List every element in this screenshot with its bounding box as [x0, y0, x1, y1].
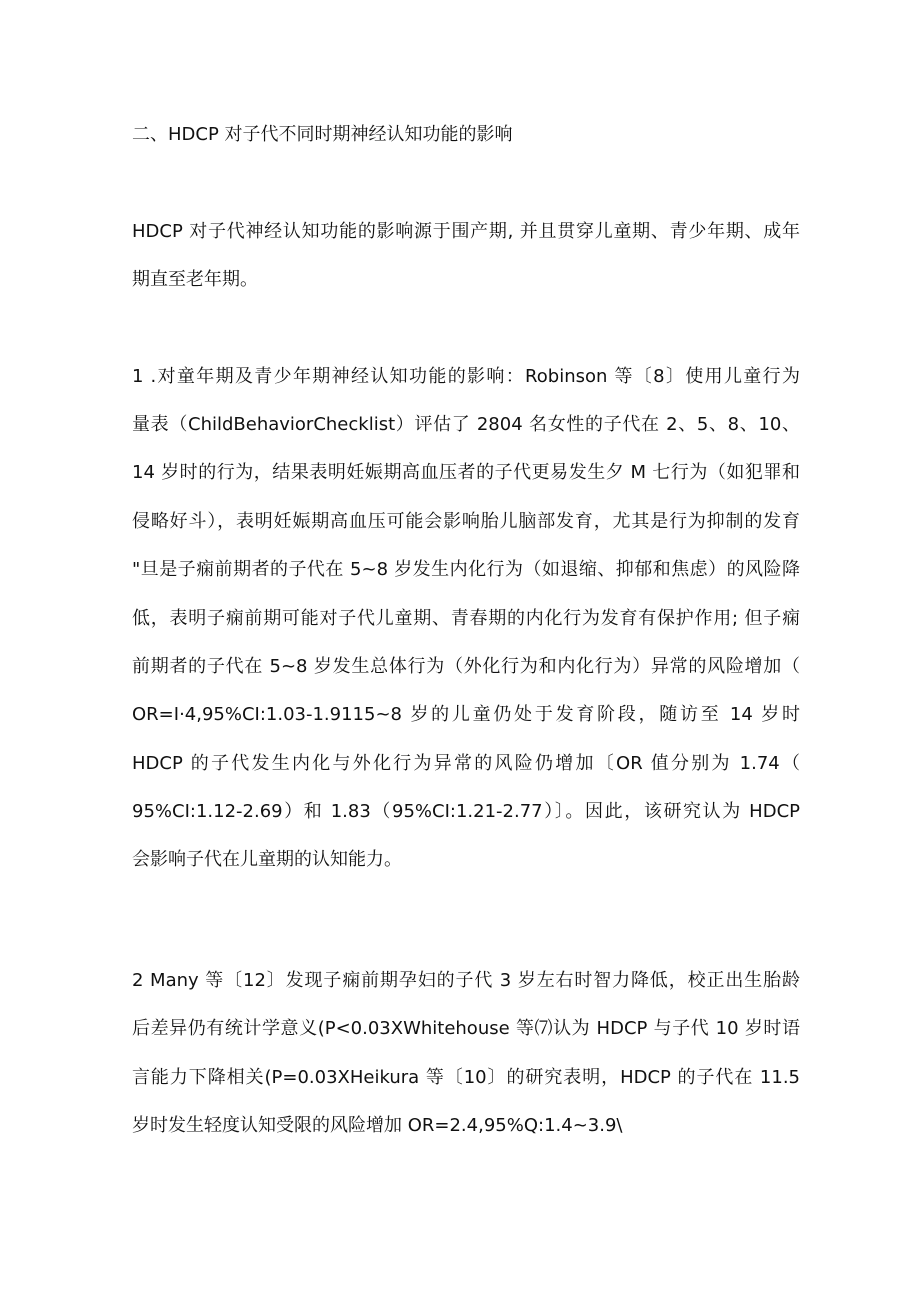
- section-1-line-11: 会影响子代在儿童期的认知能力。: [132, 849, 402, 870]
- section-1-line-4: 侵略好斗），表明妊娠期高血压可能会影响胎儿脑部发育，尤其是行为抑制的发育: [132, 511, 800, 532]
- section-1-line-5: "旦是子痫前期者的子代在 5~8 岁发生内化行为（如退缩、抑郁和焦虑）的风险降: [132, 559, 800, 580]
- section-2-line-3: 言能力下降相关(P=0.03XHeikura 等〔10〕的研究表明，HDCP 的子代在 11.5: [132, 1067, 800, 1088]
- section-2-line-1: 2 Many 等〔12〕发现子痫前期孕妇的子代 3 岁左右时智力降低，校正出生胎龄: [132, 970, 800, 991]
- section-1-line-1: 1 .对童年期及青少年期神经认知功能的影响：Robinson 等〔8〕使用儿童行为: [132, 366, 800, 387]
- intro-line-2: 期直至老年期。: [132, 269, 258, 290]
- section-1-line-3: 14 岁时的行为，结果表明妊娠期高血压者的子代更易发生夕 M 七行为（如犯罪和: [132, 462, 800, 483]
- section-1-line-8: OR=I·4,95%CI:1.03-1.9115~8 岁的儿童仍处于发育阶段，随访至 14 岁时: [132, 704, 800, 725]
- intro-line-1: HDCP 对子代神经认知功能的影响源于围产期, 并且贯穿儿童期、青少年期、成年: [132, 221, 800, 242]
- section-1-line-6: 低，表明子痫前期可能对子代儿童期、青春期的内化行为发育有保护作用; 但子痫: [132, 608, 800, 629]
- section-2-line-2: 后差异仍有统计学意义(P<0.03XWhitehouse 等⑺认为 HDCP 与子代 10 岁时语: [132, 1018, 800, 1039]
- section-1-line-2: 量表（ChildBehaviorChecklist）评估了 2804 名女性的子代在 2、5、8、10、: [132, 414, 800, 435]
- section-1-line-9: HDCP 的子代发生内化与外化行为异常的风险仍增加〔OR 值分别为 1.74（: [132, 753, 800, 774]
- section-2-line-4: 岁时发生轻度认知受限的风险增加 OR=2.4,95%Q:1.4~3.9\: [132, 1115, 623, 1136]
- section-1-line-10: 95%CI:1.12-2.69）和 1.83（95%CI:1.21-2.77）〕。因此，该研究认为 HDCP: [132, 801, 800, 822]
- section-heading: 二、HDCP 对子代不同时期神经认知功能的影响: [132, 124, 513, 145]
- section-1-line-7: 前期者的子代在 5~8 岁发生总体行为（外化行为和内化行为）异常的风险增加（: [132, 656, 800, 677]
